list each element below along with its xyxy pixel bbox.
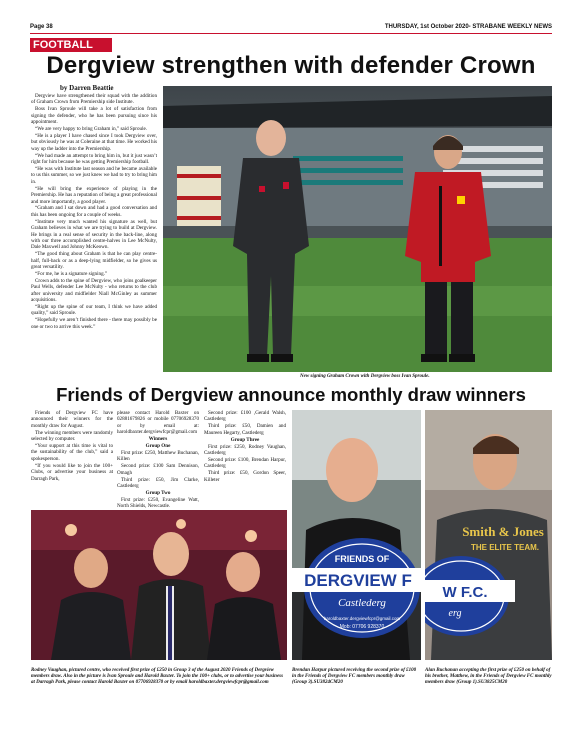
- body-paragraph: “We are very happy to bring Graham in,” said Sproule.: [35, 126, 148, 133]
- article2-col1: [31, 410, 113, 482]
- issue-date: THURSDAY, 1st October 2020- STRABANE WEEKLY NEWS: [384, 24, 552, 30]
- body-paragraph: “The good thing about Graham is that he can play centre-half, full-back or as a deep-lying midfielder, so he gives us great versatility.: [31, 251, 157, 271]
- group-two-prize: Third prize: £50, Damien and Maureen Hegarty, Castlederg: [204, 423, 286, 436]
- body-paragraph: “We had made an attempt to bring him in, but it just wasn’t right for him because he was getting Premiership football.: [31, 152, 157, 166]
- article1-body: [31, 93, 157, 331]
- body-paragraph: “Your support at this time is vital to the sustainability of the club,” said a spokesperson.: [31, 443, 113, 462]
- page-header: [30, 22, 552, 34]
- body-paragraph: Crown adds to the spine of Dergview, who joins goalkeeper Paul Wells, defender Lee McNulty - who returns to the club after university and midfielder Niall McGinley as summer acquisitions.: [31, 277, 157, 304]
- group-three-prize: Second prize: £100, Brendan Harpur, Castlederg: [204, 456, 286, 470]
- body-paragraph: “Right up the spine of our team, I think we have added quality,” said Sproule.: [31, 304, 157, 317]
- group-one-prize: Second prize: £100 Sam Dennison, Omagh: [117, 463, 199, 476]
- body-paragraph: “For me, he is a signature signing.”: [35, 270, 108, 277]
- contact-paragraph: please contact Harold Baxter on 02881679826 or mobile 07706928370 or by email at: haroldbaxter.dergviewfcpr@gmail.com: [117, 410, 199, 436]
- article1-byline: by Darren Beattie: [60, 84, 114, 92]
- body-paragraph: Friends of Dergview FC have announced their winners for the monthly draw for August.: [31, 410, 113, 429]
- crown-sproule-photo: [163, 86, 552, 372]
- article2-col3: [204, 410, 286, 483]
- page-number: Page 38: [30, 24, 53, 30]
- group-one-title: Group One: [145, 443, 171, 450]
- three-men-photo: [31, 510, 287, 660]
- group-three-prize: Third prize: £50, Gordon Speer, Killeter: [204, 470, 286, 483]
- body-paragraph: The winning members were randomly selected by computer.: [31, 429, 113, 443]
- article2-col2: [117, 410, 199, 510]
- body-paragraph: “Graham and I sat down and had a good conversation and this has been ongoing for a couple of weeks.: [31, 205, 157, 218]
- sign-friends-of: FRIENDS OF: [334, 554, 390, 564]
- body-paragraph: “Institute very much wanted his signature as well, but Graham believes in what we are trying to build at Dergview. He brings in a real sense of security in the back-line, along with our three accomplished centre-halves in Lee McNulty, Dale Maxwell and Johnny McKeown.: [31, 218, 157, 251]
- section-label: FOOTBALL: [30, 38, 112, 52]
- winners-title: Winners: [148, 436, 168, 443]
- sign-place: Castlederg: [338, 597, 386, 609]
- sign-mobile: Mob: 07706 928370: [339, 624, 385, 630]
- draw-photo-harpur-caption: Brendan Harpur pictured receiving the second prize of £100 in the Friends of Dergview FC members monthly draw (Group 3).SU3824CM20: [292, 668, 417, 685]
- body-paragraph: “Hopefully we aren’t finished there - there may possibly be one or two to arrive this week.”: [31, 317, 157, 330]
- group-three-prize: First prize: £250, Rodney Vaughan, Castlederg: [204, 443, 286, 456]
- body-paragraph: “If you would like to join the 100+ Clubs, or advertise your business at Darragh Park,: [31, 462, 113, 482]
- group-one-prize: First prize: £250, Matthew Buchanan, Killen: [117, 449, 199, 463]
- article1-photo: [163, 86, 552, 372]
- sign2-place: erg: [448, 608, 462, 619]
- draw-photo-group-caption: Rodney Vaughan, pictured centre, who received first prize of £250 in Group 3 of the August 2020 Friends of Dergview members draw. Also in the picture is Ivan Sproule and Harold Baxter. To join the 100+ clubs, or to advertise your business at Darragh Park, please contact Harold Baxter on 07706928370 or by email haroldbaxter.dergviewfcpr@gmail.com: [31, 668, 284, 685]
- sign-club-name: DERGVIEW F: [304, 571, 412, 590]
- group-two-prize: Second prize: £100 ,Gerald Walsh, Castlederg: [204, 410, 286, 423]
- buchanan-photo: [425, 410, 552, 660]
- draw-photo-buchanan: [425, 410, 552, 660]
- body-paragraph: “He is a player I have chased since I took Dergview over, but obviously he was at Coleraine at that time. He worked his way up the ladder into the Premiership.: [31, 132, 157, 152]
- group-two-title: Group Two: [145, 489, 171, 496]
- shirt-text: Smith & Jones: [462, 524, 544, 539]
- article1-headline: Dergview strengthen with defender Crown: [46, 52, 536, 79]
- draw-photo-harpur: [292, 410, 421, 660]
- body-paragraph: Dergview have strengthened their squad with the addition of Graham Crown from Premiership side Institute.: [31, 93, 157, 106]
- body-paragraph: “He was with Institute last season and he became available to us this summer, so we just knew we had to try to bring him in.: [31, 165, 157, 185]
- group-two-prize: First prize: £250, Evangeline Watt, North Shields, Newcastle.: [117, 496, 199, 510]
- group-three-title: Group Three: [230, 436, 260, 443]
- sign2-club: W F.C.: [442, 584, 488, 601]
- body-paragraph: Boss Ivan Sproule will take a lot of satisfaction from signing the defender, who he has been pursuing since his appointment.: [31, 106, 157, 126]
- article2-headline: Friends of Dergview announce monthly draw winners: [56, 384, 526, 405]
- sign-email: haroldbaxter.dergviewfcpr@gmail.com: [323, 616, 401, 621]
- draw-photo-group: [31, 510, 287, 660]
- draw-photo-buchanan-caption: Alan Buchanan accepting the first prize of £250 on behalf of his brother, Matthew, in the Friends of Dergview FC monthly members draw (Group 1).SU3825CM20: [425, 668, 552, 685]
- group-one-prize: Third prize: £50, Jim Clarke, Castlederg: [117, 476, 199, 489]
- shirt-text-2: THE ELITE TEAM.: [471, 543, 539, 552]
- body-paragraph: “He will bring the experience of playing in the Premiership. He has a reputation of being a great professional and more importantly, a good player.: [31, 185, 157, 205]
- harpur-photo: [292, 410, 421, 660]
- article1-photo-caption: New signing Graham Crown with Dergview boss Ivan Sproule.: [300, 374, 430, 379]
